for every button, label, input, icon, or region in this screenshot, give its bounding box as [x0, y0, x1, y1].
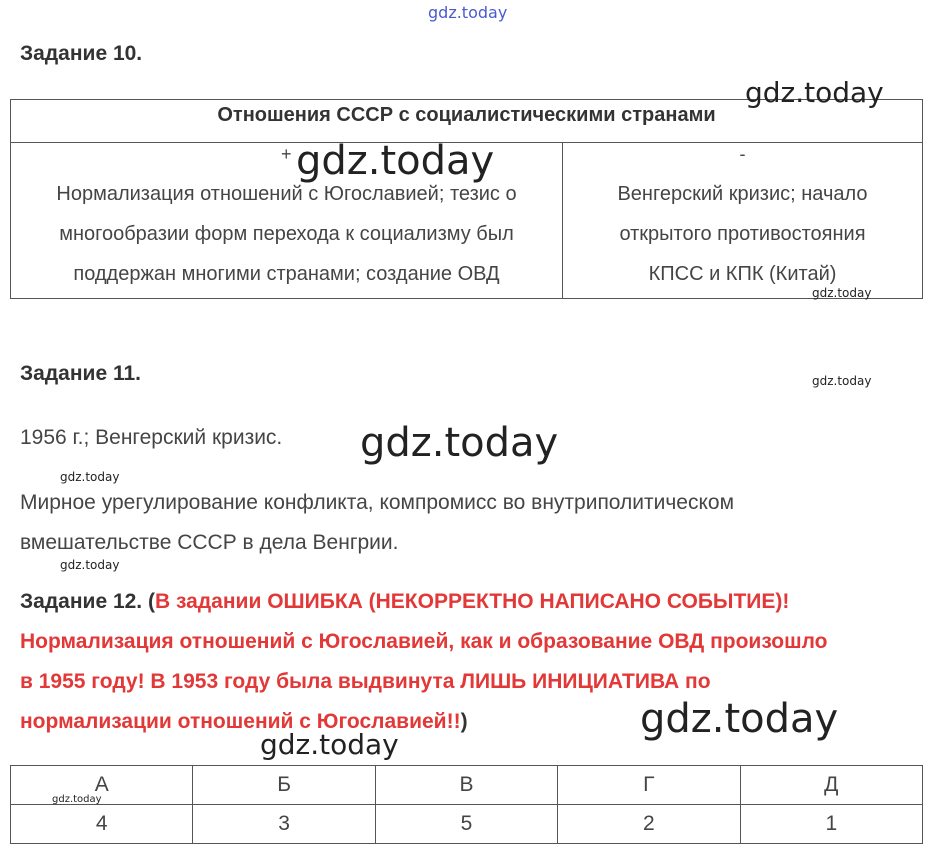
task12-close-paren: ) — [460, 710, 468, 733]
task11-title: Задание 11. — [20, 362, 141, 385]
answer-value-row — [11, 805, 923, 844]
positive-line: поддержан многими странами; создание ОВД — [73, 263, 500, 285]
task12-open-paren: ( — [148, 590, 155, 613]
negative-line: КПСС и КПК (Китай) — [648, 263, 837, 285]
answer-header-cell: Д — [740, 766, 922, 805]
negative-line: открытого противостояния — [619, 223, 866, 245]
answer-value-cell: 5 — [375, 805, 557, 844]
positive-line: Нормализация отношений с Югославией; тезис о — [56, 183, 517, 205]
watermark: gdz.today — [745, 76, 884, 109]
answer-header-cell: В — [375, 766, 557, 805]
minus-sign: - — [739, 144, 746, 164]
task10-title: Задание 10. — [20, 42, 143, 65]
task11-answer-line: Мирное урегулирование конфликта, компромисс во внутриполитическом — [20, 491, 735, 514]
task11-answer-line: 1956 г.; Венгерский кризис. — [20, 426, 283, 449]
watermark: gdz.today — [260, 728, 399, 761]
task12-note-line: Нормализация отношений с Югославией, как и образование ОВД произошло — [20, 630, 828, 653]
watermark: gdz.today — [60, 558, 120, 572]
positive-line: многообразии форм перехода к социализму был — [59, 223, 514, 245]
watermark: gdz.today — [640, 696, 839, 742]
task12-note: нормализации отношений с Югославией!! — [20, 710, 461, 733]
watermark: gdz.today — [296, 138, 495, 184]
answer-value-cell: 1 — [740, 805, 922, 844]
answer-value-cell: 2 — [558, 805, 740, 844]
answer-header-row — [11, 766, 923, 805]
watermark: gdz.today — [360, 420, 559, 466]
task11-answer-line: вмешательстве СССР в дела Венгрии. — [20, 531, 399, 554]
plus-sign: + — [281, 144, 292, 164]
relations-table-header: Отношения СССР с социалистическими странами — [11, 100, 922, 143]
answer-header-cell: А — [11, 766, 193, 805]
answer-header-cell: Г — [558, 766, 740, 805]
answer-value-cell: 4 — [11, 805, 193, 844]
task12-note-line: в 1955 году! В 1953 году была выдвинута ЛИШЬ ИНИЦИАТИВА по — [20, 670, 711, 693]
watermark: gdz.today — [52, 794, 102, 805]
task12-note-line — [20, 582, 925, 622]
answer-table — [10, 765, 923, 844]
watermark: gdz.today — [812, 374, 872, 388]
task12-note: В задании ОШИБКА (НЕКОРРЕКТНО НАПИСАНО СОБЫТИЕ)! — [155, 590, 790, 613]
task12-title: Задание 12. — [20, 590, 143, 613]
answer-header-cell: Б — [193, 766, 375, 805]
watermark: gdz.today — [60, 470, 120, 484]
negative-column — [563, 142, 922, 298]
answer-value-cell: 3 — [193, 805, 375, 844]
watermark: gdz.today — [812, 286, 872, 300]
watermark-top: gdz.today — [428, 3, 508, 22]
negative-line: Венгерский кризис; начало — [617, 183, 868, 205]
relations-table — [10, 99, 923, 299]
